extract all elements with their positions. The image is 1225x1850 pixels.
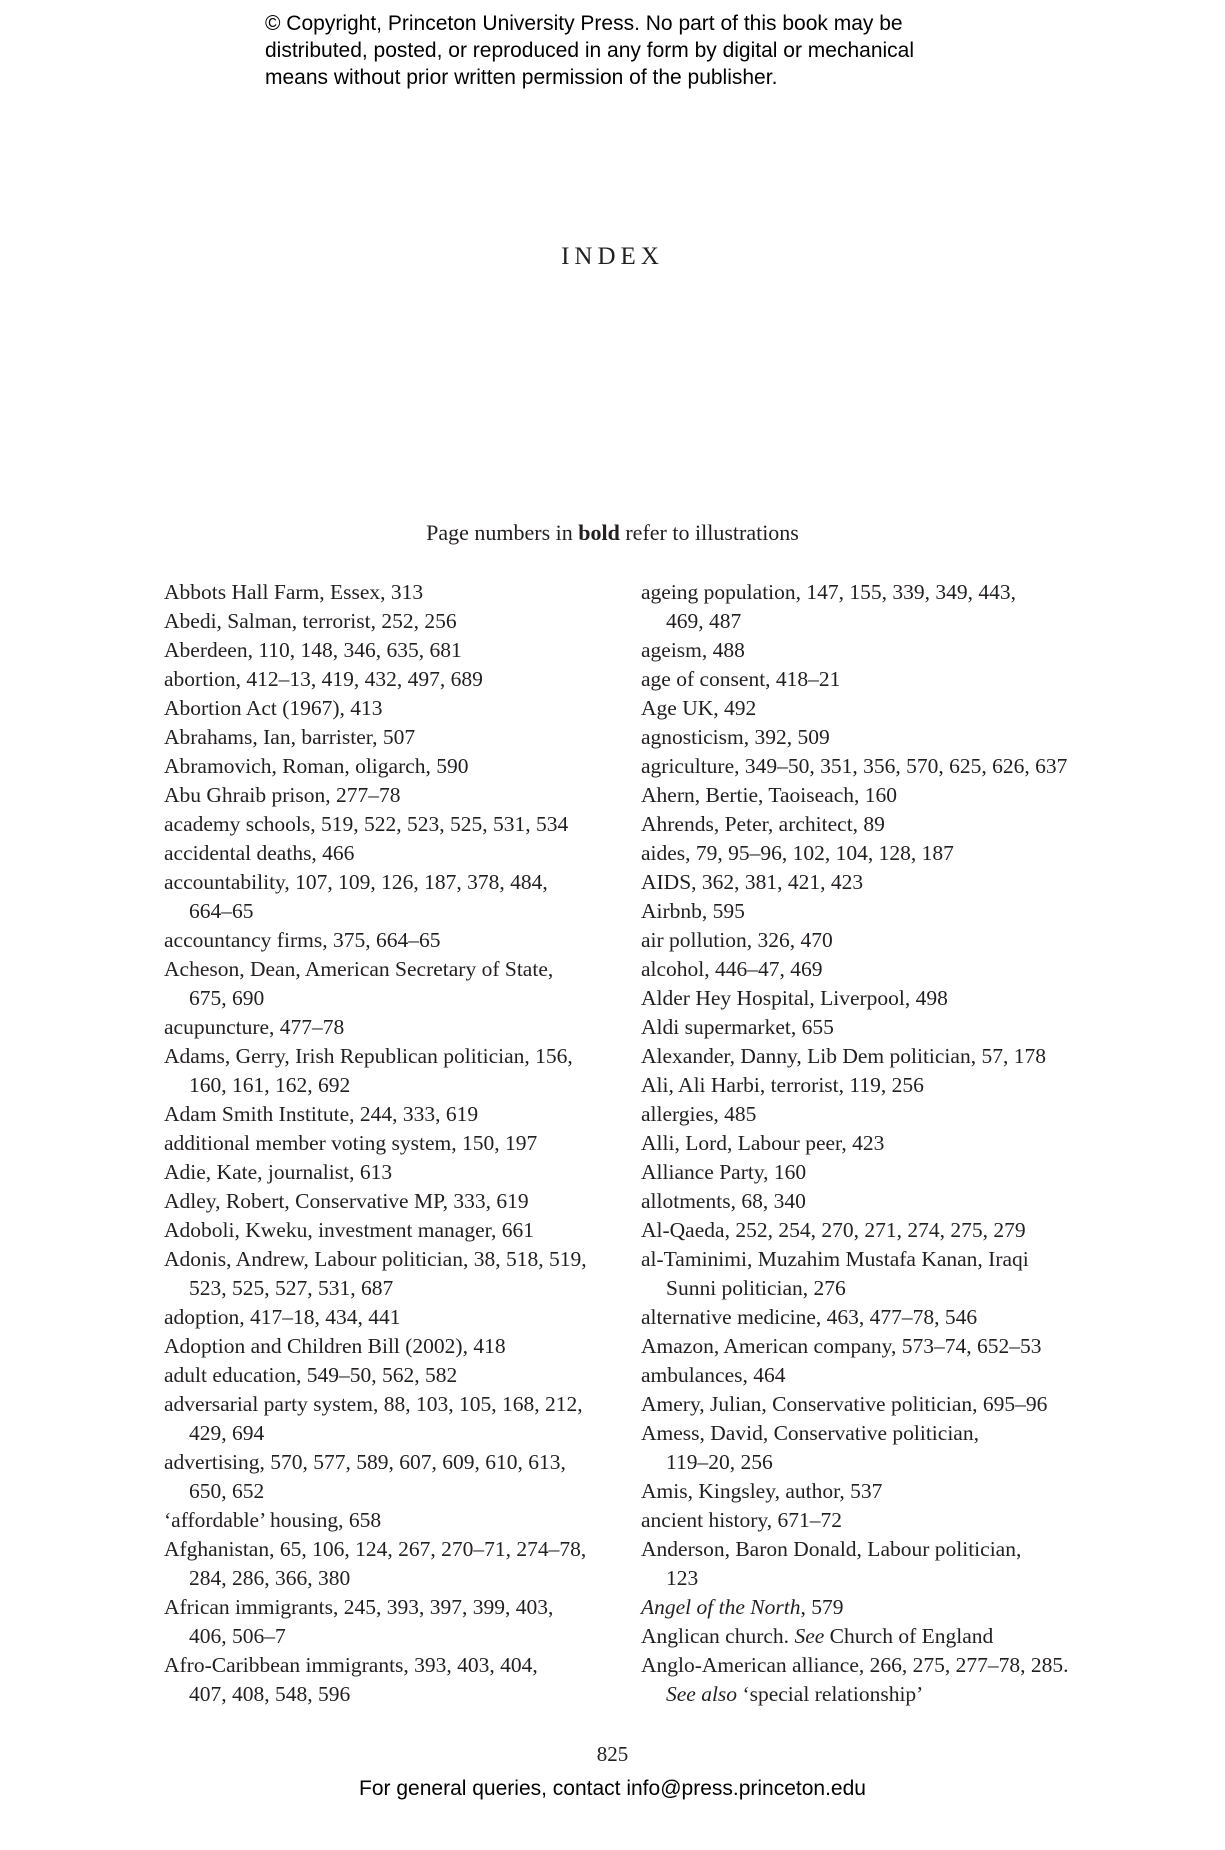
entry-line: Ahrends, Peter, architect, 89 — [641, 812, 885, 836]
entry-line: Anderson, Baron Donald, Labour politician, — [641, 1537, 1022, 1561]
entry-line: Ahern, Bertie, Taoiseach, 160 — [641, 783, 898, 807]
index-entry — [641, 1158, 1091, 1187]
index-entry — [641, 1390, 1091, 1419]
index-entry — [164, 1100, 604, 1129]
entry-line: allergies, 485 — [641, 1102, 757, 1126]
copyright-notice — [265, 10, 1025, 91]
entry-continuation: 284, 286, 366, 380 — [189, 1566, 351, 1590]
entry-line: advertising, 570, 577, 589, 607, 609, 610, 613, — [164, 1450, 566, 1474]
index-entry — [164, 868, 604, 926]
entry-continuation: 675, 690 — [189, 986, 265, 1010]
entry-line: Ali, Ali Harbi, terrorist, 119, 256 — [641, 1073, 924, 1097]
index-entry — [641, 723, 1091, 752]
index-column-right — [641, 578, 1091, 1709]
entry-line: Adie, Kate, journalist, 613 — [164, 1160, 393, 1184]
page-number: 825 — [596, 1742, 629, 1766]
entry-line: adult education, 549–50, 562, 582 — [164, 1363, 458, 1387]
index-entry — [641, 578, 1091, 636]
index-entry — [641, 1129, 1091, 1158]
index-entry — [641, 636, 1091, 665]
index-entry — [641, 1245, 1091, 1303]
copyright-line: means without prior written permission of the publisher. — [265, 66, 778, 89]
entry-line: Amess, David, Conservative politician, — [641, 1421, 979, 1445]
footer-contact: For general queries, contact info@press.princeton.edu — [359, 1777, 866, 1800]
index-entry — [164, 723, 604, 752]
entry-locators: , 579 — [800, 1595, 844, 1619]
entry-line: age of consent, 418–21 — [641, 667, 841, 691]
entry-line: Alexander, Danny, Lib Dem politician, 57, 178 — [641, 1044, 1046, 1068]
cross-reference-label: See — [794, 1624, 825, 1648]
index-entry — [164, 1361, 604, 1390]
index-entry — [164, 1187, 604, 1216]
index-entry — [641, 897, 1091, 926]
index-entry — [641, 1535, 1091, 1593]
entry-line: ageism, 488 — [641, 638, 745, 662]
entry-continuation: 469, 487 — [666, 609, 742, 633]
index-entry — [641, 868, 1091, 897]
entry-continuation: 406, 506–7 — [189, 1624, 286, 1648]
entry-continuation: 160, 161, 162, 692 — [189, 1073, 351, 1097]
index-entry — [164, 1332, 604, 1361]
entry-line: Adoption and Children Bill (2002), 418 — [164, 1334, 506, 1358]
index-entry — [641, 752, 1091, 781]
index-entry — [164, 607, 604, 636]
entry-line: Adoboli, Kweku, investment manager, 661 — [164, 1218, 534, 1242]
entry-continuation — [641, 1680, 1091, 1709]
cross-reference-target: ‘special relationship’ — [737, 1682, 924, 1706]
index-entry — [164, 926, 604, 955]
entry-line: Abbots Hall Farm, Essex, 313 — [164, 580, 424, 604]
index-entry — [164, 1535, 604, 1593]
index-entry — [164, 1448, 604, 1506]
index-entry — [164, 1129, 604, 1158]
entry-line: accidental deaths, 466 — [164, 841, 355, 865]
index-entry — [641, 926, 1091, 955]
index-entry — [164, 1216, 604, 1245]
index-entry — [641, 694, 1091, 723]
entry-line: acupuncture, 477–78 — [164, 1015, 345, 1039]
entry-continuation: 123 — [666, 1566, 699, 1590]
entry-line: accountability, 107, 109, 126, 187, 378, 484, — [164, 870, 548, 894]
index-entry — [164, 636, 604, 665]
index-entry — [641, 1419, 1091, 1477]
index-entry — [641, 1216, 1091, 1245]
entry-line: agnosticism, 392, 509 — [641, 725, 830, 749]
copyright-line: distributed, posted, or reproduced in any form by digital or mechanical — [265, 39, 915, 62]
entry-line: adversarial party system, 88, 103, 105, 168, 212, — [164, 1392, 583, 1416]
index-entry — [641, 1477, 1091, 1506]
entry-heading: Anglican church. — [641, 1624, 795, 1648]
entry-line: alcohol, 446–47, 469 — [641, 957, 823, 981]
entry-line: Alliance Party, 160 — [641, 1160, 807, 1184]
entry-line: Adonis, Andrew, Labour politician, 38, 518, 519, — [164, 1247, 587, 1271]
entry-line: agriculture, 349–50, 351, 356, 570, 625, 626, 637 — [641, 754, 1068, 778]
entry-line: African immigrants, 245, 393, 397, 399, 403, — [164, 1595, 554, 1619]
index-entry — [164, 1593, 604, 1651]
note-text-after: refer to illustrations — [619, 520, 799, 545]
entry-line: Abedi, Salman, terrorist, 252, 256 — [164, 609, 457, 633]
index-entry — [641, 1303, 1091, 1332]
entry-line: Airbnb, 595 — [641, 899, 745, 923]
entry-line: Abortion Act (1967), 413 — [164, 696, 383, 720]
entry-continuation: 429, 694 — [189, 1421, 265, 1445]
entry-continuation: 650, 652 — [189, 1479, 265, 1503]
index-entry — [641, 1593, 1091, 1622]
index-entry — [641, 665, 1091, 694]
entry-line: Adley, Robert, Conservative MP, 333, 619 — [164, 1189, 529, 1213]
index-entry — [641, 1100, 1091, 1129]
index-entry — [641, 984, 1091, 1013]
index-entry — [164, 781, 604, 810]
entry-line: Age UK, 492 — [641, 696, 757, 720]
entry-line: Abu Ghraib prison, 277–78 — [164, 783, 401, 807]
entry-line: Amery, Julian, Conservative politician, 695–96 — [641, 1392, 1048, 1416]
index-entry — [164, 1245, 604, 1303]
index-entry — [164, 810, 604, 839]
index-entry — [641, 839, 1091, 868]
page-title: INDEX — [561, 243, 664, 270]
entry-line: Alli, Lord, Labour peer, 423 — [641, 1131, 885, 1155]
entry-continuation: 664–65 — [189, 899, 254, 923]
index-entry — [641, 1622, 1091, 1651]
index-entry — [641, 1506, 1091, 1535]
entry-line — [641, 1593, 1091, 1622]
entry-line: Abramovich, Roman, oligarch, 590 — [164, 754, 469, 778]
index-entry — [641, 1361, 1091, 1390]
entry-line: al-Taminimi, Muzahim Mustafa Kanan, Iraqi — [641, 1247, 1029, 1271]
entry-line: accountancy firms, 375, 664–65 — [164, 928, 441, 952]
index-entry — [164, 578, 604, 607]
index-entry — [641, 1042, 1091, 1071]
index-entry — [641, 1187, 1091, 1216]
index-entry — [164, 839, 604, 868]
index-entry — [164, 752, 604, 781]
index-entry — [164, 1506, 604, 1535]
entry-line: ambulances, 464 — [641, 1363, 786, 1387]
entry-line: Alder Hey Hospital, Liverpool, 498 — [641, 986, 948, 1010]
index-entry — [641, 810, 1091, 839]
entry-line: Acheson, Dean, American Secretary of State, — [164, 957, 554, 981]
entry-line: Aberdeen, 110, 148, 346, 635, 681 — [164, 638, 462, 662]
entry-line: Anglo-American alliance, 266, 275, 277–78, 285. — [641, 1653, 1069, 1677]
illustration-note — [0, 520, 1225, 546]
index-entry — [164, 665, 604, 694]
entry-continuation: 119–20, 256 — [666, 1450, 773, 1474]
entry-line: air pollution, 326, 470 — [641, 928, 833, 952]
entry-heading-italic: Angel of the North — [641, 1595, 801, 1619]
entry-line — [641, 1622, 1091, 1651]
index-entry — [641, 1651, 1091, 1709]
entry-line: abortion, 412–13, 419, 432, 497, 689 — [164, 667, 483, 691]
entry-line: aides, 79, 95–96, 102, 104, 128, 187 — [641, 841, 954, 865]
entry-line: Afghanistan, 65, 106, 124, 267, 270–71, 274–78, — [164, 1537, 587, 1561]
copyright-line: © Copyright, Princeton University Press. No part of this book may be — [265, 12, 903, 35]
index-entry — [164, 1390, 604, 1448]
index-entry — [164, 1013, 604, 1042]
entry-line: ancient history, 671–72 — [641, 1508, 843, 1532]
entry-line: additional member voting system, 150, 197 — [164, 1131, 538, 1155]
entry-line: AIDS, 362, 381, 421, 423 — [641, 870, 864, 894]
index-entry — [641, 1071, 1091, 1100]
entry-line: adoption, 417–18, 434, 441 — [164, 1305, 401, 1329]
entry-line: Amazon, American company, 573–74, 652–53 — [641, 1334, 1042, 1358]
index-entry — [164, 694, 604, 723]
entry-line: Amis, Kingsley, author, 537 — [641, 1479, 883, 1503]
entry-line: academy schools, 519, 522, 523, 525, 531, 534 — [164, 812, 569, 836]
entry-line: Adam Smith Institute, 244, 333, 619 — [164, 1102, 479, 1126]
index-entry — [641, 955, 1091, 984]
entry-line: alternative medicine, 463, 477–78, 546 — [641, 1305, 978, 1329]
entry-line: Aldi supermarket, 655 — [641, 1015, 834, 1039]
entry-line: Abrahams, Ian, barrister, 507 — [164, 725, 416, 749]
cross-reference-label: See also — [666, 1682, 738, 1706]
index-entry — [641, 1013, 1091, 1042]
note-bold-word: bold — [578, 520, 620, 545]
entry-line: ageing population, 147, 155, 339, 349, 443, — [641, 580, 1017, 604]
index-entry — [164, 1042, 604, 1100]
entry-continuation: 407, 408, 548, 596 — [189, 1682, 351, 1706]
entry-line: Afro-Caribbean immigrants, 393, 403, 404, — [164, 1653, 538, 1677]
index-entry — [641, 781, 1091, 810]
index-column-left — [164, 578, 604, 1709]
entry-line: Adams, Gerry, Irish Republican politician, 156, — [164, 1044, 573, 1068]
index-entry — [641, 1332, 1091, 1361]
entry-continuation: 523, 525, 527, 531, 687 — [189, 1276, 394, 1300]
entry-line: ‘affordable’ housing, 658 — [164, 1508, 382, 1532]
index-entry — [164, 1303, 604, 1332]
entry-locators: Church of England — [824, 1624, 994, 1648]
index-entry — [164, 1158, 604, 1187]
entry-line: allotments, 68, 340 — [641, 1189, 806, 1213]
entry-continuation: Sunni politician, 276 — [666, 1276, 846, 1300]
index-entry — [164, 955, 604, 1013]
entry-line: Al-Qaeda, 252, 254, 270, 271, 274, 275, 279 — [641, 1218, 1026, 1242]
note-text-before: Page numbers in — [426, 520, 579, 545]
index-entry — [164, 1651, 604, 1709]
